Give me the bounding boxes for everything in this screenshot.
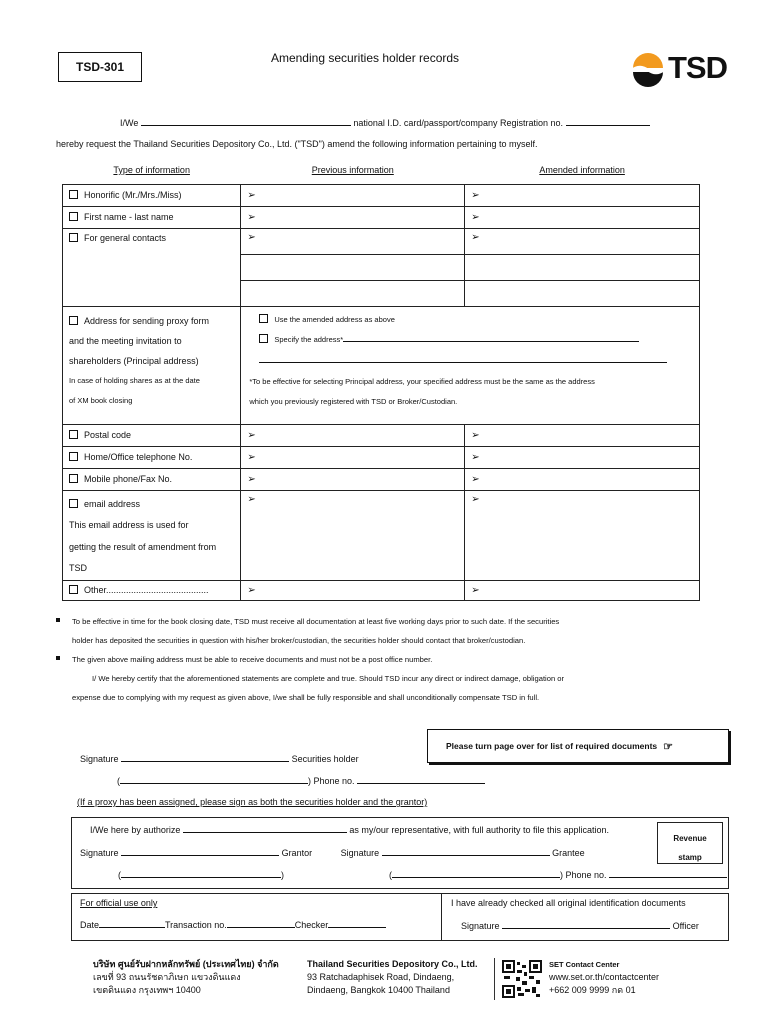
home-phone-checkbox[interactable] [69, 452, 78, 461]
note-1a-text: To be effective in time for the book closing date, TSD must receive all documentation at least five working days prior to such date. If the securities [72, 617, 560, 626]
bullet-icon [56, 618, 60, 622]
footer-english [307, 958, 478, 997]
specify-address-checkbox[interactable] [259, 334, 268, 343]
grantee-label: Grantee [552, 848, 585, 858]
contact-title: SET Contact Center [549, 960, 620, 969]
checker-label: Checker [294, 920, 329, 930]
contacts-previous-2[interactable] [241, 254, 465, 280]
honorific-previous[interactable] [241, 184, 465, 206]
holder-name-row: ( ) Phone no. [117, 775, 485, 786]
footer-thai-addr2: เขตดินแดง กรุงเทพฯ 10400 [93, 985, 201, 995]
proxy-note: (If a proxy has been assigned, please sign as both the securities holder and the grantor) [77, 797, 428, 807]
email-label-4: TSD [69, 563, 87, 573]
address-label-1: Address for sending proxy form [84, 315, 210, 326]
grantee-phone-field[interactable] [609, 869, 727, 878]
arrow-icon: ➢ [471, 211, 480, 223]
official-fields-row [80, 919, 386, 930]
grantee-signature-label: Signature [340, 848, 380, 858]
contacts-amended-3[interactable] [465, 280, 700, 306]
other-amended[interactable] [465, 580, 700, 600]
grantee-phone-label: Phone no. [565, 870, 607, 880]
arrow-icon: ➢ [247, 473, 256, 485]
bullet-icon [56, 656, 60, 660]
contact-url: www.set.or.th/contactcenter [549, 972, 660, 982]
note-3b: expense due to complying with my request as given above, I/we shall be fully responsible and shall unconditionally compensate TSD in full. [72, 693, 540, 702]
mobile-previous[interactable] [241, 468, 465, 490]
checker-field[interactable] [328, 919, 386, 928]
arrow-icon: ➢ [247, 211, 256, 223]
address-label-3: shareholders (Principal address) [69, 355, 199, 366]
officer-label: Officer [672, 921, 699, 931]
footer-en-name: Thailand Securities Depository Co., Ltd. [307, 959, 478, 969]
name-field[interactable] [141, 117, 351, 126]
grantee-signature-field[interactable] [382, 847, 550, 856]
holder-phone-field[interactable] [357, 775, 485, 784]
arrow-icon: ➢ [247, 493, 256, 505]
document-title: Amending securities holder records [270, 51, 460, 65]
contacts-amended-1[interactable] [465, 228, 700, 254]
note-3a: I/ We hereby certify that the aforementioned statements are complete and true. Should TSD incur any direct or indirect damage, obligation or [92, 674, 565, 683]
grantor-signature-label: Signature [80, 848, 119, 858]
address-note-1: *To be effective for selecting Principal address, your specified address must be the same as the address [249, 376, 595, 386]
general-contacts-label: For general contacts [84, 232, 167, 243]
postal-code-checkbox[interactable] [69, 430, 78, 439]
information-table [62, 156, 700, 601]
checked-text: I have already checked all original identification documents [451, 898, 686, 908]
home-phone-previous[interactable] [241, 446, 465, 468]
other-checkbox[interactable] [69, 585, 78, 594]
general-contacts-checkbox[interactable] [69, 233, 78, 242]
contacts-previous-1[interactable] [241, 228, 465, 254]
email-checkbox[interactable] [69, 499, 78, 508]
email-label-3: getting the result of amendment from [69, 541, 217, 552]
grantor-signature-field[interactable] [121, 847, 279, 856]
holder-name-field[interactable] [120, 775, 308, 784]
date-label: Date [80, 920, 100, 930]
id-number-field[interactable] [566, 117, 650, 126]
header-amended: Amended information [539, 164, 625, 175]
other-label: Other......................................... [84, 585, 209, 595]
name-label: First name - last name [84, 212, 174, 222]
official-title: For official use only [80, 898, 158, 908]
header-previous: Previous information [311, 164, 394, 175]
date-field[interactable] [99, 919, 165, 928]
honorific-label: Honorific (Mr./Mrs./Miss) [84, 190, 182, 200]
grantee-name-field[interactable] [392, 869, 560, 878]
footer-contact [549, 958, 659, 997]
officer-signature-row [461, 920, 699, 931]
email-amended[interactable] [465, 490, 700, 580]
arrow-icon: ➢ [471, 584, 480, 596]
footer-en-addr1: 93 Ratchadaphisek Road, Dindaeng, [307, 972, 455, 982]
other-previous[interactable] [241, 580, 465, 600]
pointing-hand-icon: ☞ [663, 740, 674, 753]
name-checkbox[interactable] [69, 212, 78, 221]
contact-phone: +662 009 9999 กด 01 [549, 985, 636, 995]
header-type: Type of information [113, 164, 190, 175]
tsd-logo-icon [630, 52, 666, 88]
contacts-amended-2[interactable] [465, 254, 700, 280]
intro-suffix: national I.D. card/passport/company Registration no. [353, 118, 563, 128]
name-amended[interactable] [465, 206, 700, 228]
form-code-box [58, 52, 142, 82]
footer-thai-name: บริษัท ศูนย์รับฝากหลักทรัพย์ (ประเทศไทย) จำกัด [93, 959, 279, 969]
specify-address-label: Specify the address* [274, 334, 344, 344]
address-label-5: of XM book closing [69, 395, 133, 405]
honorific-checkbox[interactable] [69, 190, 78, 199]
postal-code-label: Postal code [84, 430, 132, 440]
turn-page-box [427, 729, 729, 763]
arrow-icon: ➢ [247, 189, 256, 201]
arrow-icon: ➢ [247, 451, 256, 463]
arrow-icon: ➢ [247, 429, 256, 441]
mobile-checkbox[interactable] [69, 474, 78, 483]
turn-page-text: Please turn page over for list of required documents [446, 741, 658, 751]
grantee-name-row: ( ) Phone no. [389, 869, 727, 880]
mobile-label: Mobile phone/Fax No. [84, 474, 173, 484]
email-label-2: This email address is used for [69, 520, 189, 530]
form-code: TSD-301 [75, 60, 125, 74]
stamp-label-2: stamp [678, 853, 702, 862]
signature-label: Signature [80, 754, 119, 764]
officer-signature-label: Signature [461, 921, 500, 931]
specify-address-field-2[interactable] [259, 354, 667, 363]
address-checkbox[interactable] [69, 316, 78, 325]
representative-name-field[interactable] [183, 824, 347, 833]
transaction-field[interactable] [227, 919, 295, 928]
note-2-text: The given above mailing address must be able to receive documents and must not be a post office number. [72, 655, 433, 664]
arrow-icon: ➢ [471, 451, 480, 463]
qr-code-icon [502, 960, 542, 998]
note-1b: holder has deposited the securities in question with his/her broker/custodian, the securities holder should contact that broker/custodian. [72, 636, 526, 645]
name-previous[interactable] [241, 206, 465, 228]
revenue-stamp-box [657, 822, 723, 864]
email-previous[interactable] [241, 490, 465, 580]
representative-label: as my/our representative, with full authority to file this application. [349, 825, 610, 835]
mobile-amended[interactable] [465, 468, 700, 490]
contacts-previous-3[interactable] [241, 280, 465, 306]
official-divider [441, 893, 442, 941]
grantor-label: Grantor [281, 848, 313, 858]
grantor-name-field[interactable] [121, 869, 281, 878]
email-label-1: email address [84, 498, 141, 509]
arrow-icon: ➢ [471, 189, 480, 201]
use-amended-checkbox[interactable] [259, 314, 268, 323]
intro-prefix: I/We [120, 118, 139, 128]
postal-previous[interactable] [241, 424, 465, 446]
officer-signature-field[interactable] [502, 920, 670, 929]
footer-en-addr2: Dindaeng, Bangkok 10400 Thailand [307, 985, 450, 995]
authorize-row [90, 824, 609, 835]
arrow-icon: ➢ [471, 493, 480, 505]
transaction-label: Transaction no. [165, 920, 227, 930]
address-label-4: In case of holding shares as at the date [69, 375, 200, 385]
holder-signature-row [80, 753, 359, 764]
intro-line1 [120, 117, 650, 128]
arrow-icon: ➢ [247, 231, 256, 243]
specify-address-field[interactable] [343, 333, 639, 342]
holder-phone-label: Phone no. [313, 776, 355, 786]
tsd-logo [630, 48, 740, 90]
authorize-label: I/We here by authorize [90, 825, 181, 835]
arrow-icon: ➢ [471, 231, 480, 243]
footer-thai [93, 958, 279, 997]
stamp-label-1: Revenue [673, 834, 707, 843]
grantor-name-row: ( ) [118, 870, 284, 880]
home-phone-amended[interactable] [465, 446, 700, 468]
address-label-2: and the meeting invitation to [69, 335, 182, 346]
footer-thai-addr1: เลขที่ 93 ถนนรัชดาภิเษก แขวงดินแดง [93, 972, 241, 982]
arrow-icon: ➢ [471, 429, 480, 441]
intro-line2: hereby request the Thailand Securities Depository Co., Ltd. ("TSD") amend the following information pertaining to myself. [56, 139, 538, 149]
honorific-amended[interactable] [465, 184, 700, 206]
holder-label: Securities holder [291, 754, 359, 764]
footer-separator [494, 958, 495, 1000]
home-phone-label: Home/Office telephone No. [84, 452, 193, 462]
arrow-icon: ➢ [471, 473, 480, 485]
holder-signature-field[interactable] [121, 753, 289, 762]
tsd-logo-text: TSD [668, 50, 727, 85]
arrow-icon: ➢ [247, 584, 256, 596]
address-note-2: which you previously registered with TSD or Broker/Custodian. [249, 396, 458, 406]
note-2 [56, 655, 432, 664]
note-1a [56, 617, 559, 626]
use-amended-label: Use the amended address as above [274, 314, 395, 324]
proxy-signature-row [80, 847, 585, 858]
postal-amended[interactable] [465, 424, 700, 446]
